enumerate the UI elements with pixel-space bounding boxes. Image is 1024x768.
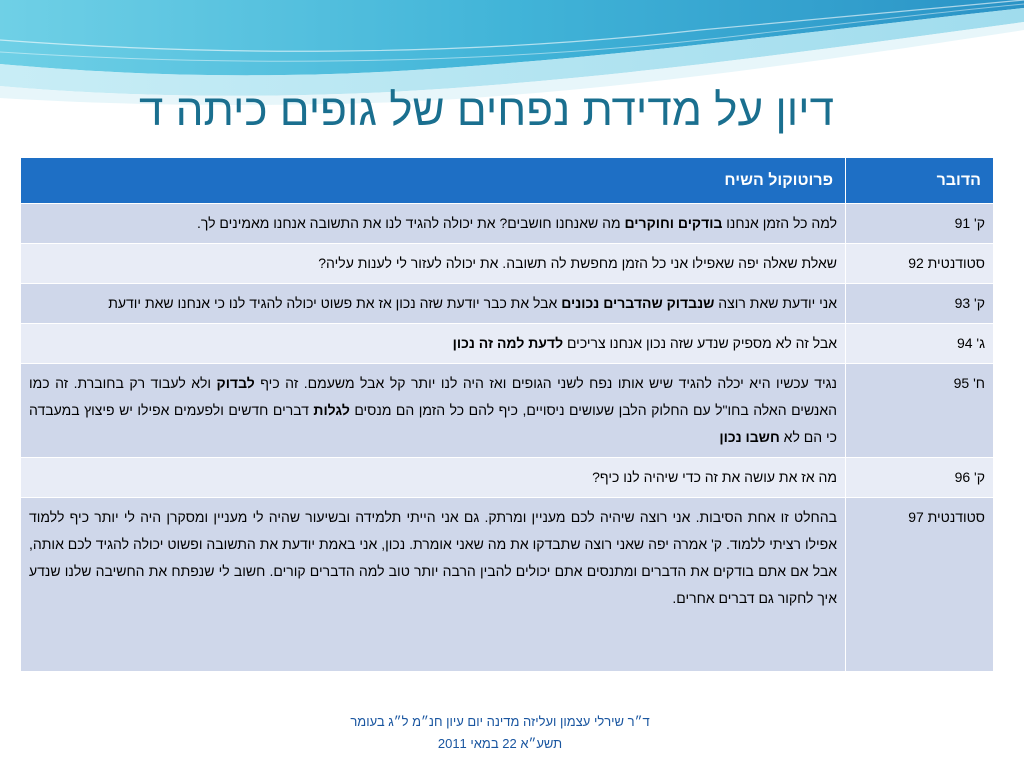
protocol-column-header: פרוטוקול השיח bbox=[21, 158, 846, 204]
speaker-cell: ק' 96 bbox=[846, 458, 994, 498]
table-row bbox=[21, 324, 994, 364]
table-row bbox=[21, 498, 994, 672]
speaker-cell: ק' 93 bbox=[846, 284, 994, 324]
speaker-cell: סטודנטית 92 bbox=[846, 244, 994, 284]
utterance-cell: נגיד עכשיו היא יכלה להגיד שיש אותו נפח לשני הגופים ואז היה לנו יותר קל אבל משעמם. זה כיף לבדוק ולא לעבוד רק בחוברת. זה כמו האנשים האלה בחו"ל עם החלוק הלבן שעושים ניסויים, כיף להם כל הזמן הם מנסים לגלות דברים חדשים ולפעמים אפילו יש פיצוץ במעבדה כי הם לא חשבו נכון bbox=[21, 364, 846, 458]
protocol-table bbox=[20, 157, 994, 672]
utterance-cell: אני יודעת שאת רוצה שנבדוק שהדברים נכונים אבל את כבר יודעת שזה נכון אז את פשוט יכולה להגיד לנו כי אנחנו שאת יודעת bbox=[21, 284, 846, 324]
utterance-cell: שאלת שאלה יפה שאפילו אני כל הזמן מחפשת לה תשובה. את יכולה לעזור לי לענות עליה? bbox=[21, 244, 846, 284]
utterance-cell: בהחלט זו אחת הסיבות. אני רוצה שיהיה לכם מעניין ומרתק. גם אני הייתי תלמידה ובשיעור שהיה לי מעניין ומסקרן היה לי יותר כיף ללמוד אפילו רציתי ללמוד. ק' אמרה יפה שאני רוצה שתבדקו את מה שאני אומרת. נכון, אני באמת יודעת את התשובה ופשוט יכולה להגיד לכם אותה, אבל אם אתם בודקים את הדברים ומתנסים אתם יכולים להבין הרבה יותר טוב למה הדברים קורים. חשוב לי שנפתח את החשיבה שלנו שנדע איך לחקור גם דברים אחרים. bbox=[21, 498, 846, 672]
utterance-cell: למה כל הזמן אנחנו בודקים וחוקרים מה שאנחנו חושבים? את יכולה להגיד לנו את התשובה אנחנו מאמינים לך. bbox=[21, 204, 846, 244]
speaker-cell: סטודנטית 97 bbox=[846, 498, 994, 672]
table-row bbox=[21, 244, 994, 284]
table-row bbox=[21, 204, 994, 244]
table-row bbox=[21, 458, 994, 498]
speaker-cell: ק' 91 bbox=[846, 204, 994, 244]
table-row bbox=[21, 364, 994, 458]
footer-credits: ד״ר שירלי עצמון ועליזה מדינה יום עיון חנ״מ ל״ג בעומר bbox=[350, 714, 650, 729]
utterance-cell: אבל זה לא מספיק שנדע שזה נכון אנחנו צריכים לדעת למה זה נכון bbox=[21, 324, 846, 364]
speaker-cell: ג' 94 bbox=[846, 324, 994, 364]
footer-date: תשע״א 22 במאי 2011 bbox=[437, 736, 563, 751]
speaker-cell: ח' 95 bbox=[846, 364, 994, 458]
slide-title: דיון על מדידת נפחים של גופים כיתה ד bbox=[139, 86, 834, 135]
table-row bbox=[21, 284, 994, 324]
utterance-cell: מה אז את עושה את זה כדי שיהיה לנו כיף? bbox=[21, 458, 846, 498]
table-header-row bbox=[21, 158, 994, 204]
speaker-column-header: הדובר bbox=[846, 158, 994, 204]
